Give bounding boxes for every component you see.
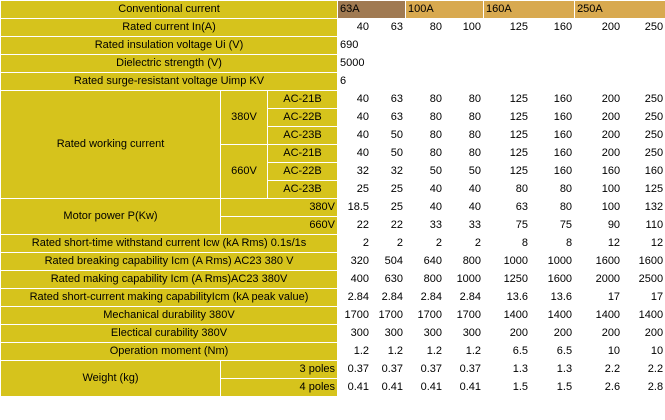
cell: 200 — [575, 109, 623, 127]
cell: 132 — [623, 199, 665, 217]
table-row — [1, 325, 665, 343]
cell: 2.8 — [623, 379, 665, 397]
cell: 2500 — [623, 271, 665, 289]
category-label: AC-22B — [268, 163, 338, 181]
cell: 0.41 — [406, 379, 445, 397]
cell: 32 — [338, 163, 372, 181]
cell: 8 — [484, 235, 531, 253]
cell: 200 — [531, 325, 575, 343]
cell: 1700 — [338, 307, 372, 325]
cell: 300 — [338, 325, 372, 343]
cell: 17 — [575, 289, 623, 307]
cell: 250 — [623, 109, 665, 127]
cell: 10 — [623, 343, 665, 361]
cell: 80 — [445, 145, 484, 163]
cell: 1400 — [484, 307, 531, 325]
table-row — [1, 19, 665, 37]
cell: 80 — [531, 199, 575, 217]
cell: 63 — [372, 91, 406, 109]
cell: 125 — [484, 145, 531, 163]
cell: 5000 — [338, 55, 665, 73]
cell: 80 — [531, 181, 575, 199]
category-label: AC-23B — [268, 181, 338, 199]
cell: 2 — [372, 235, 406, 253]
row-label: Rated making capability Icm (A Rms)AC23 380V — [1, 271, 338, 289]
cell: 13.6 — [484, 289, 531, 307]
cell: 0.37 — [406, 361, 445, 379]
table-row — [1, 343, 665, 361]
cell: 1600 — [531, 271, 575, 289]
cell: 250 — [623, 91, 665, 109]
cell: 1.5 — [484, 379, 531, 397]
cell: 25 — [372, 199, 406, 217]
cell: 1700 — [445, 307, 484, 325]
cell: 80 — [406, 109, 445, 127]
cell: 6 — [338, 73, 665, 91]
row-label: Mechanical durability 380V — [1, 307, 338, 325]
cell: 18.5 — [338, 199, 372, 217]
cell: 250 — [623, 127, 665, 145]
cell: 1000 — [531, 253, 575, 271]
cell: 125 — [484, 127, 531, 145]
row-label: Rated breaking capability Icm (A Rms) AC23 380 V — [1, 253, 338, 271]
cell: 160 — [531, 19, 575, 37]
cell: 63 — [372, 19, 406, 37]
cell: 1.3 — [484, 361, 531, 379]
table-row — [1, 73, 665, 91]
cell: 75 — [531, 217, 575, 235]
cell: 40 — [338, 91, 372, 109]
table-row — [1, 307, 665, 325]
cell: 2.2 — [575, 361, 623, 379]
cell: 200 — [575, 145, 623, 163]
cell: 17 — [623, 289, 665, 307]
cell: 63 — [484, 199, 531, 217]
cell: 2 — [406, 235, 445, 253]
header-group-160a: 160A — [484, 1, 575, 19]
cell: 100 — [575, 181, 623, 199]
cell: 22 — [372, 217, 406, 235]
cell: 2.6 — [575, 379, 623, 397]
table-row — [1, 91, 665, 109]
table-row — [1, 55, 665, 73]
cell: 1400 — [623, 307, 665, 325]
cell: 40 — [338, 109, 372, 127]
cell: 50 — [372, 127, 406, 145]
cell: 6.5 — [484, 343, 531, 361]
header-label: Conventional current — [1, 1, 338, 19]
cell: 80 — [484, 181, 531, 199]
cell: 1.2 — [406, 343, 445, 361]
cell: 800 — [445, 253, 484, 271]
cell: 1.5 — [531, 379, 575, 397]
cell: 75 — [484, 217, 531, 235]
cell: 640 — [406, 253, 445, 271]
table-row — [1, 289, 665, 307]
cell: 200 — [575, 91, 623, 109]
cell: 1700 — [406, 307, 445, 325]
row-label: Rated current In(A) — [1, 19, 338, 37]
category-label: AC-21B — [268, 91, 338, 109]
cell: 90 — [575, 217, 623, 235]
cell: 160 — [531, 109, 575, 127]
cell: 1600 — [623, 253, 665, 271]
poles-3: 3 poles — [221, 361, 338, 379]
cell: 200 — [484, 325, 531, 343]
cell: 125 — [484, 19, 531, 37]
table-row — [1, 361, 665, 379]
row-label-motor-power: Motor power P(Kw) — [1, 199, 221, 235]
cell: 40 — [445, 199, 484, 217]
cell: 6.5 — [531, 343, 575, 361]
motor-voltage-380v: 380V — [221, 199, 338, 217]
header-row — [1, 1, 665, 19]
cell: 0.41 — [372, 379, 406, 397]
cell: 200 — [575, 19, 623, 37]
cell: 80 — [406, 145, 445, 163]
cell: 1.2 — [372, 343, 406, 361]
cell: 63 — [372, 109, 406, 127]
cell: 25 — [338, 181, 372, 199]
category-label: AC-22B — [268, 109, 338, 127]
cell: 200 — [575, 127, 623, 145]
cell: 25 — [372, 181, 406, 199]
cell: 160 — [575, 163, 623, 181]
cell: 40 — [338, 19, 372, 37]
cell: 200 — [575, 325, 623, 343]
cell: 8 — [531, 235, 575, 253]
cell: 630 — [372, 271, 406, 289]
cell: 0.41 — [445, 379, 484, 397]
cell: 40 — [338, 127, 372, 145]
cell: 2.84 — [445, 289, 484, 307]
cell: 100 — [575, 199, 623, 217]
cell: 40 — [406, 181, 445, 199]
header-group-250a: 250A — [575, 1, 665, 19]
cell: 22 — [338, 217, 372, 235]
cell: 50 — [445, 163, 484, 181]
cell: 1400 — [531, 307, 575, 325]
cell: 2 — [338, 235, 372, 253]
cell: 80 — [445, 127, 484, 145]
cell: 80 — [445, 91, 484, 109]
cell: 1700 — [372, 307, 406, 325]
row-label-working-current: Rated working current — [1, 91, 221, 199]
cell: 125 — [484, 109, 531, 127]
cell: 2.2 — [623, 361, 665, 379]
cell: 1.3 — [531, 361, 575, 379]
cell: 12 — [575, 235, 623, 253]
cell: 300 — [372, 325, 406, 343]
table-row — [1, 271, 665, 289]
row-label: Rated short-current making capabilityIcm (kA peak value) — [1, 289, 338, 307]
cell: 160 — [623, 163, 665, 181]
cell: 1000 — [484, 253, 531, 271]
cell: 2000 — [575, 271, 623, 289]
cell: 40 — [445, 181, 484, 199]
cell: 800 — [406, 271, 445, 289]
header-group-100a: 100A — [406, 1, 484, 19]
cell: 0.37 — [338, 361, 372, 379]
cell: 33 — [445, 217, 484, 235]
table-row — [1, 253, 665, 271]
header-group-63a: 63A — [338, 1, 406, 19]
cell: 110 — [623, 217, 665, 235]
cell: 10 — [575, 343, 623, 361]
row-label: Operation moment (Nm) — [1, 343, 338, 361]
cell: 80 — [406, 127, 445, 145]
cell: 2.84 — [338, 289, 372, 307]
cell: 250 — [623, 19, 665, 37]
cell: 300 — [406, 325, 445, 343]
cell: 0.37 — [372, 361, 406, 379]
cell: 80 — [406, 19, 445, 37]
cell: 250 — [623, 145, 665, 163]
cell: 1250 — [484, 271, 531, 289]
cell: 125 — [623, 181, 665, 199]
row-label-weight: Weight (kg) — [1, 361, 221, 397]
table-row — [1, 235, 665, 253]
cell: 160 — [531, 145, 575, 163]
cell: 0.41 — [338, 379, 372, 397]
motor-voltage-660v: 660V — [221, 217, 338, 235]
category-label: AC-21B — [268, 145, 338, 163]
row-label: Electical curability 380V — [1, 325, 338, 343]
cell: 690 — [338, 37, 665, 55]
cell: 300 — [445, 325, 484, 343]
cell: 504 — [372, 253, 406, 271]
cell: 1600 — [575, 253, 623, 271]
category-label: AC-23B — [268, 127, 338, 145]
cell: 50 — [372, 145, 406, 163]
row-label: Dielectric strength (V) — [1, 55, 338, 73]
cell: 400 — [338, 271, 372, 289]
cell: 32 — [372, 163, 406, 181]
cell: 1.2 — [338, 343, 372, 361]
cell: 320 — [338, 253, 372, 271]
cell: 80 — [445, 109, 484, 127]
cell: 100 — [445, 19, 484, 37]
cell: 0.37 — [445, 361, 484, 379]
poles-4: 4 poles — [221, 379, 338, 397]
cell: 1400 — [575, 307, 623, 325]
cell: 160 — [531, 91, 575, 109]
cell: 1.2 — [445, 343, 484, 361]
cell: 160 — [531, 127, 575, 145]
cell: 2 — [445, 235, 484, 253]
table-row — [1, 37, 665, 55]
cell: 160 — [531, 163, 575, 181]
cell: 2.84 — [406, 289, 445, 307]
cell: 13.6 — [531, 289, 575, 307]
voltage-380v: 380V — [221, 91, 268, 145]
cell: 50 — [406, 163, 445, 181]
cell: 12 — [623, 235, 665, 253]
cell: 1000 — [445, 271, 484, 289]
cell: 40 — [406, 199, 445, 217]
cell: 200 — [623, 325, 665, 343]
row-label: Rated surge-resistant voltage Uimp KV — [1, 73, 338, 91]
cell: 2.84 — [372, 289, 406, 307]
cell: 125 — [484, 91, 531, 109]
cell: 125 — [484, 163, 531, 181]
cell: 80 — [406, 91, 445, 109]
voltage-660v: 660V — [221, 145, 268, 199]
row-label: Rated insulation voltage Ui (V) — [1, 37, 338, 55]
table-row — [1, 199, 665, 217]
cell: 40 — [338, 145, 372, 163]
cell: 33 — [406, 217, 445, 235]
row-label: Rated short-time withstand current Icw (kA Rms) 0.1s/1s — [1, 235, 338, 253]
